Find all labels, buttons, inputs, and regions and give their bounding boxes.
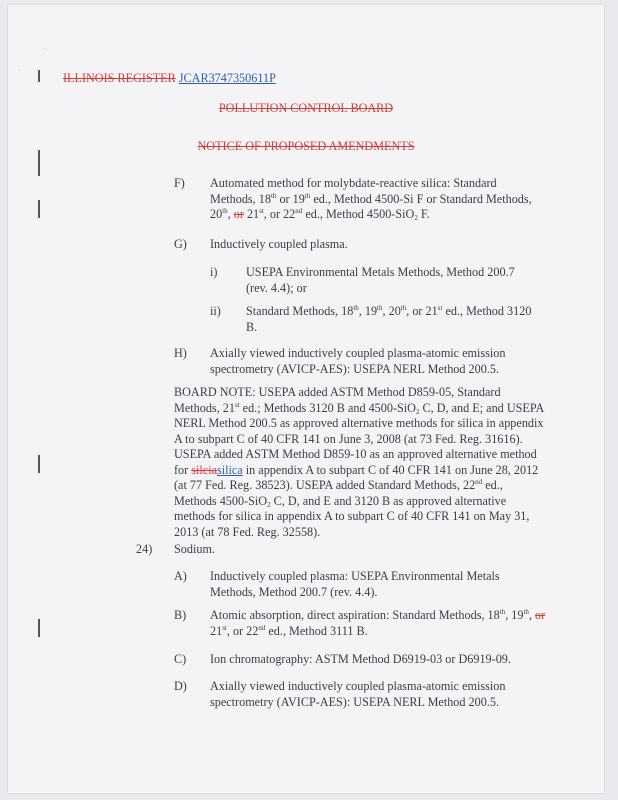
subscript: 2 (415, 407, 420, 416)
item-text-gii (246, 304, 538, 335)
text-run: ed., Methods 4500-SiO (174, 478, 503, 508)
register-header (63, 71, 276, 87)
text-run: BOARD NOTE: USEPA added ASTM Method D859-05, Standard Methods, 21 (174, 385, 501, 415)
text-run: ed., Method 3111 B. (265, 623, 368, 638)
text-run: 21 (243, 207, 260, 221)
text-run: in appendix A to subpart C of 40 CFR 141 on June 28, 2012 (at 77 Fed. Reg. 38523). USEPA added Standard Methods, 22 (174, 462, 539, 492)
subscript: 2 (414, 214, 418, 222)
text-run: , 19 (505, 608, 524, 622)
superscript: st (437, 304, 443, 312)
text-run: Atomic absorption, direct aspiration: Standard Methods, 18 (210, 608, 500, 622)
deleted-or: or (535, 608, 546, 622)
superscript: th (400, 304, 407, 312)
text-run: ed., Method 4500-Si F or Standard Methods, 20 (210, 191, 532, 221)
item-text-c: Ion chromatography: ASTM Method D6919-03 or D6919-09. (210, 652, 511, 666)
text-run: F. (417, 207, 430, 221)
text-run: C, D, and E and 3120 B as approved alternative methods for silica in appendix A to subpart C of 40 CFR 141 on May 31, 2013 (at 78 Fed. Reg. 32558). (174, 493, 530, 539)
text-run: , (227, 207, 234, 221)
register-inserted: JCAR3747350611P (178, 71, 276, 85)
document-page (8, 5, 604, 793)
superscript: st (234, 400, 240, 409)
item-label-h: H) (174, 346, 187, 360)
superscript: th (499, 608, 506, 616)
item-text-h: Axially viewed inductively coupled plasma-atomic emission spectrometry (AVICP-AES): USEPA NERL Method 200.5. (210, 346, 506, 376)
change-bar (38, 70, 40, 82)
text-run: Standard Methods, 18 (246, 304, 354, 318)
item-label-gii: ii) (210, 304, 221, 318)
item-text-g: Inductively coupled plasma. (210, 237, 348, 251)
item-label-b: B) (174, 608, 187, 622)
sodium-title: Sodium. (174, 542, 215, 556)
text-run: ed., Method 4500-SiO (302, 207, 415, 221)
superscript: th (377, 304, 383, 312)
subscript: 2 (267, 500, 271, 509)
superscript: nd (295, 207, 303, 215)
item-label-a: A) (174, 569, 187, 583)
superscript: th (523, 608, 529, 616)
scan-speck: · (44, 45, 47, 53)
change-bar (38, 200, 40, 218)
item-text-b (210, 608, 548, 639)
deleted-word: silcia (191, 462, 217, 477)
item-label-gi: i) (210, 265, 218, 279)
text-run: 21 (210, 623, 223, 638)
item-label-d: D) (174, 679, 187, 693)
superscript: nd (475, 478, 483, 486)
text-run: C, D, and E; and USEPA NERL Method 200.5 as approved alternative methods for silica in appendix A to subpart C of 40 CFR 141 on June 3, 2008 (at 73 Fed. Reg. 31616). USEPA added ASTM Method D859-10 as an approved alternative method for (174, 400, 544, 477)
superscript: nd (258, 623, 266, 632)
deleted-or: or (233, 207, 244, 221)
item-label-c: C) (174, 652, 187, 666)
text-run: , (528, 608, 536, 622)
text-run: , 19 (358, 304, 378, 318)
text-run: Automated method for molybdate-reactive silica: Standard Methods, 18 (210, 176, 497, 206)
notice-title: NOTICE OF PROPOSED AMENDMENTS (197, 139, 415, 153)
text-run: , 20 (382, 304, 401, 318)
superscript: th (304, 191, 311, 200)
text-run: , or 22 (263, 207, 296, 221)
item-text-gi: USEPA Environmental Metals Methods, Method 200.7 (rev. 4.4); or (246, 265, 515, 295)
inserted-word: silica (217, 462, 243, 477)
register-deleted: ILLINOIS REGISTER (63, 71, 176, 85)
text-run: , or 22 (226, 623, 259, 638)
item-label-24: 24) (136, 542, 153, 556)
text-run: , or 21 (406, 304, 438, 318)
scan-speck: · (18, 67, 21, 75)
text-run: or 19 (276, 191, 305, 206)
superscript: th (222, 207, 228, 215)
board-note (174, 385, 544, 540)
text-run: ed.; Methods 3120 B and 4500-SiO (239, 400, 416, 415)
item-text-f (210, 176, 540, 223)
item-label-g: G) (174, 237, 187, 251)
superscript: st (222, 623, 227, 632)
item-text-d: Axially viewed inductively coupled plasma-atomic emission spectrometry (AVICP-AES): USEPA NERL Method 200.5. (210, 679, 506, 709)
text-run: ed., Method 3120 B. (246, 304, 532, 334)
item-text-a: Inductively coupled plasma: USEPA Environmental Metals Methods, Method 200.7 (rev. 4.4). (210, 569, 500, 599)
board-title: POLLUTION CONTROL BOARD (218, 101, 394, 115)
item-label-f: F) (174, 176, 185, 190)
superscript: th (353, 304, 359, 312)
superscript: st (259, 207, 264, 215)
change-bar (38, 619, 40, 637)
superscript: th (270, 191, 277, 200)
change-bar (38, 455, 40, 473)
